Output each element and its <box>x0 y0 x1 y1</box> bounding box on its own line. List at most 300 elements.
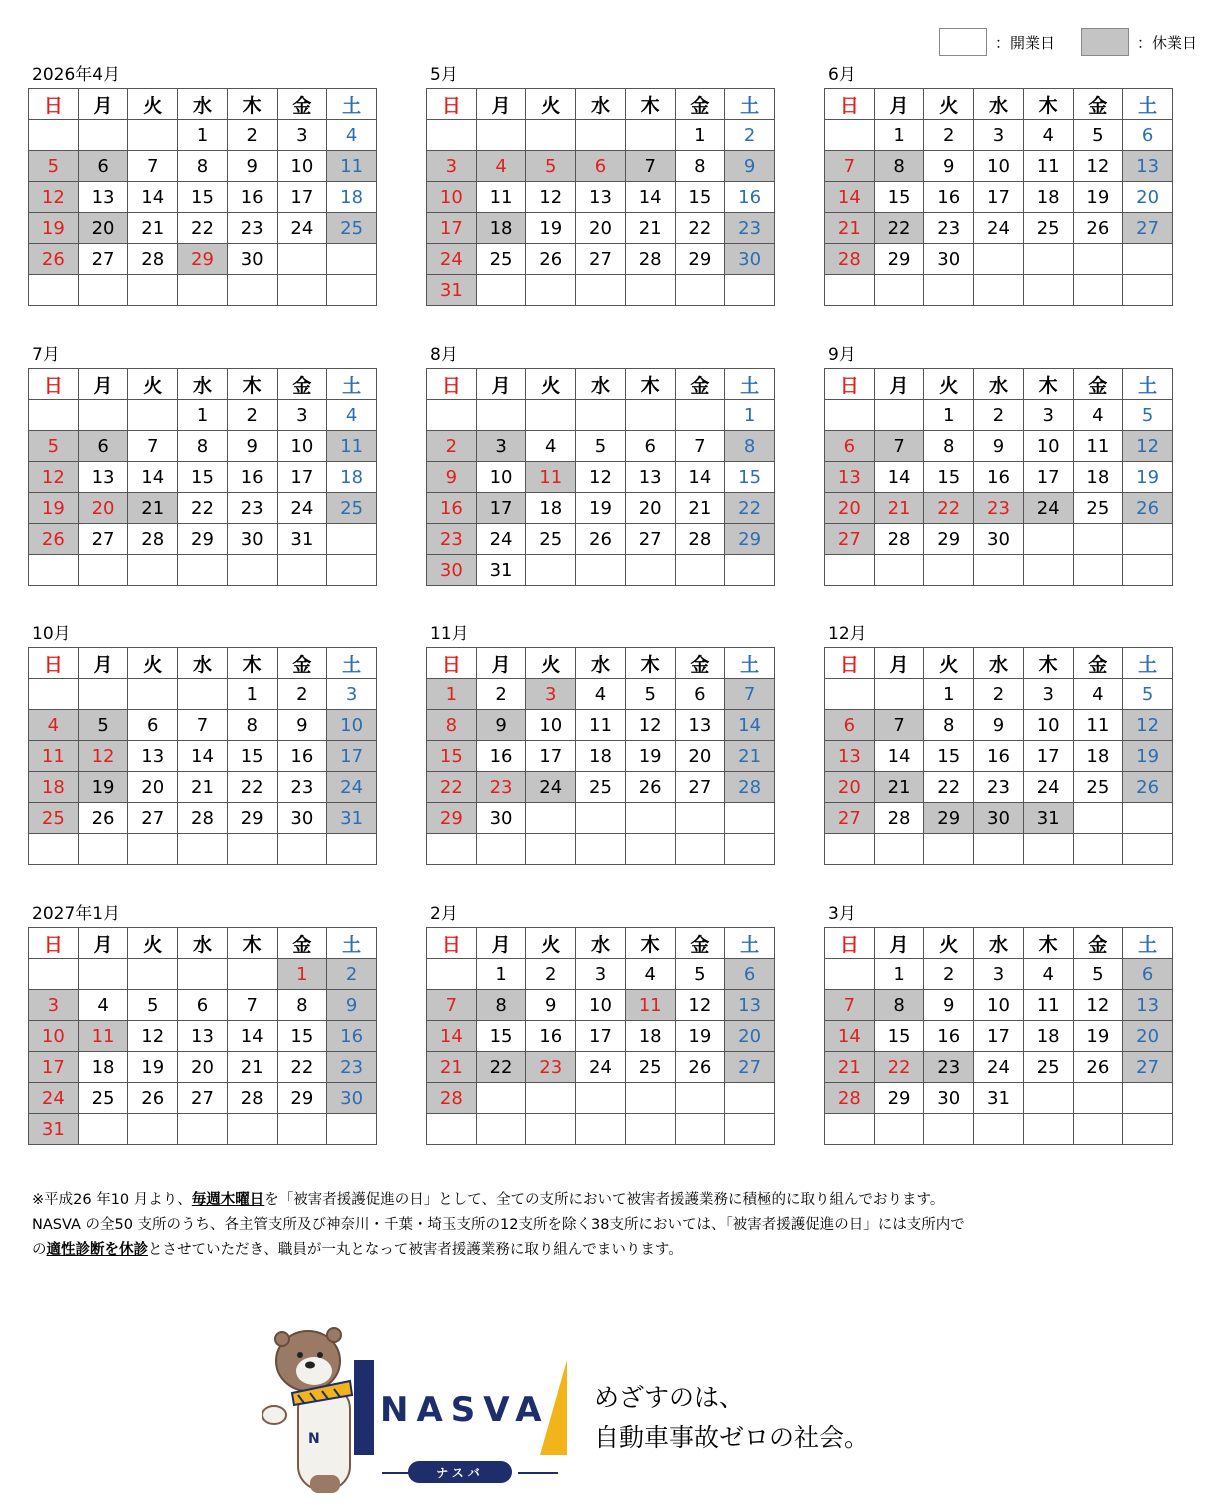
day-cell: 25 <box>1073 772 1123 803</box>
day-cell: 5 <box>78 710 128 741</box>
day-cell: 3 <box>476 431 526 462</box>
day-cell: 17 <box>576 1021 626 1052</box>
day-cell: 24 <box>277 213 327 244</box>
empty-cell <box>327 1114 377 1145</box>
month-calendar <box>824 342 1173 586</box>
empty-cell <box>576 1083 626 1114</box>
day-cell: 26 <box>625 772 675 803</box>
weekday-header: 木 <box>227 928 277 959</box>
empty-cell <box>1073 524 1123 555</box>
day-cell: 2 <box>725 120 775 151</box>
day-cell: 10 <box>974 151 1024 182</box>
day-cell: 13 <box>1123 990 1173 1021</box>
day-cell: 11 <box>625 990 675 1021</box>
weekday-header: 火 <box>924 369 974 400</box>
day-cell: 6 <box>78 431 128 462</box>
day-cell: 11 <box>576 710 626 741</box>
day-cell: 23 <box>427 524 477 555</box>
empty-cell <box>78 120 128 151</box>
day-cell: 29 <box>178 244 228 275</box>
day-cell: 9 <box>277 710 327 741</box>
day-cell: 7 <box>825 151 875 182</box>
day-cell: 5 <box>1073 959 1123 990</box>
day-cell: 14 <box>874 741 924 772</box>
day-cell: 10 <box>526 710 576 741</box>
day-cell: 24 <box>1023 772 1073 803</box>
day-cell: 7 <box>128 431 178 462</box>
empty-cell <box>675 1083 725 1114</box>
weekday-header: 木 <box>625 89 675 120</box>
day-cell: 15 <box>874 1021 924 1052</box>
day-cell: 15 <box>227 741 277 772</box>
empty-cell <box>327 834 377 865</box>
day-cell: 7 <box>625 151 675 182</box>
day-cell: 26 <box>128 1083 178 1114</box>
weekday-header: 木 <box>1023 648 1073 679</box>
day-cell: 12 <box>1123 431 1173 462</box>
day-cell: 30 <box>227 524 277 555</box>
month-table <box>824 368 1173 586</box>
empty-cell <box>1123 555 1173 586</box>
day-cell: 22 <box>874 213 924 244</box>
day-cell: 21 <box>625 213 675 244</box>
day-cell: 7 <box>825 990 875 1021</box>
weekday-header: 水 <box>576 648 626 679</box>
empty-cell <box>725 834 775 865</box>
weekday-header: 水 <box>974 369 1024 400</box>
empty-cell <box>675 400 725 431</box>
day-cell: 1 <box>675 120 725 151</box>
day-cell: 3 <box>974 959 1024 990</box>
month-title: 3月 <box>828 904 856 924</box>
day-cell: 23 <box>526 1052 576 1083</box>
empty-cell <box>78 959 128 990</box>
day-cell: 10 <box>1023 710 1073 741</box>
empty-cell <box>625 555 675 586</box>
weekday-header: 水 <box>576 89 626 120</box>
empty-cell <box>1073 803 1123 834</box>
day-cell: 3 <box>1023 679 1073 710</box>
day-cell: 14 <box>128 182 178 213</box>
day-cell: 8 <box>874 990 924 1021</box>
weekday-header: 日 <box>825 369 875 400</box>
empty-cell <box>78 1114 128 1145</box>
empty-cell <box>178 275 228 306</box>
empty-cell <box>227 1114 277 1145</box>
day-cell: 24 <box>576 1052 626 1083</box>
empty-cell <box>1073 555 1123 586</box>
day-cell: 22 <box>427 772 477 803</box>
empty-cell <box>974 275 1024 306</box>
day-cell: 23 <box>725 213 775 244</box>
day-cell: 24 <box>476 524 526 555</box>
weekday-header: 火 <box>128 928 178 959</box>
day-cell: 26 <box>29 524 79 555</box>
weekday-header: 金 <box>1073 89 1123 120</box>
day-cell: 27 <box>725 1052 775 1083</box>
day-cell: 19 <box>1123 741 1173 772</box>
day-cell: 11 <box>78 1021 128 1052</box>
day-cell: 14 <box>427 1021 477 1052</box>
empty-cell <box>825 959 875 990</box>
day-cell: 27 <box>625 524 675 555</box>
empty-cell <box>78 555 128 586</box>
day-cell: 16 <box>924 1021 974 1052</box>
empty-cell <box>675 834 725 865</box>
weekday-header: 日 <box>427 369 477 400</box>
day-cell: 1 <box>874 959 924 990</box>
empty-cell <box>675 803 725 834</box>
empty-cell <box>327 524 377 555</box>
empty-cell <box>327 275 377 306</box>
day-cell: 23 <box>924 1052 974 1083</box>
month-calendar <box>28 901 377 1145</box>
day-cell: 19 <box>1073 182 1123 213</box>
empty-cell <box>78 679 128 710</box>
slogan-line-1: めざすのは、 <box>594 1383 745 1412</box>
day-cell: 4 <box>1073 679 1123 710</box>
day-cell: 16 <box>526 1021 576 1052</box>
weekday-header: 日 <box>825 928 875 959</box>
emphasis-thursday: 毎週木曜日 <box>191 1192 265 1208</box>
day-cell: 7 <box>427 990 477 1021</box>
empty-cell <box>78 275 128 306</box>
open-day-label: ：開業日 <box>994 33 1055 52</box>
empty-cell <box>924 275 974 306</box>
day-cell: 22 <box>277 1052 327 1083</box>
empty-cell <box>1123 1114 1173 1145</box>
day-cell: 24 <box>526 772 576 803</box>
day-cell: 28 <box>725 772 775 803</box>
day-cell: 18 <box>327 182 377 213</box>
month-calendar <box>824 901 1173 1145</box>
day-cell: 10 <box>974 990 1024 1021</box>
day-cell: 7 <box>874 710 924 741</box>
empty-cell <box>874 834 924 865</box>
day-cell: 7 <box>178 710 228 741</box>
day-cell: 14 <box>227 1021 277 1052</box>
day-cell: 10 <box>277 151 327 182</box>
month-table <box>824 647 1173 865</box>
day-cell: 25 <box>1073 493 1123 524</box>
day-cell: 16 <box>974 741 1024 772</box>
day-cell: 6 <box>576 151 626 182</box>
day-cell: 21 <box>825 213 875 244</box>
day-cell: 11 <box>327 431 377 462</box>
empty-cell <box>327 555 377 586</box>
day-cell: 9 <box>227 151 277 182</box>
weekday-header: 木 <box>227 89 277 120</box>
day-cell: 6 <box>1123 120 1173 151</box>
weekday-header: 火 <box>128 648 178 679</box>
weekday-header: 土 <box>1123 928 1173 959</box>
day-cell: 5 <box>1123 679 1173 710</box>
month-table <box>824 88 1173 306</box>
day-cell: 1 <box>924 679 974 710</box>
empty-cell <box>825 834 875 865</box>
day-cell: 18 <box>29 772 79 803</box>
empty-cell <box>277 1114 327 1145</box>
day-cell: 18 <box>576 741 626 772</box>
empty-cell <box>874 555 924 586</box>
day-cell: 30 <box>725 244 775 275</box>
day-cell: 27 <box>178 1083 228 1114</box>
weekday-header: 日 <box>427 89 477 120</box>
day-cell: 5 <box>1123 400 1173 431</box>
empty-cell <box>625 400 675 431</box>
empty-cell <box>974 244 1024 275</box>
day-cell: 15 <box>924 462 974 493</box>
day-cell: 17 <box>29 1052 79 1083</box>
day-cell: 5 <box>29 151 79 182</box>
day-cell: 10 <box>427 182 477 213</box>
day-cell: 19 <box>625 741 675 772</box>
empty-cell <box>227 959 277 990</box>
empty-cell <box>974 834 1024 865</box>
day-cell: 16 <box>974 462 1024 493</box>
day-cell: 9 <box>974 431 1024 462</box>
empty-cell <box>625 834 675 865</box>
weekday-header: 火 <box>924 928 974 959</box>
empty-cell <box>825 555 875 586</box>
day-cell: 1 <box>725 400 775 431</box>
day-cell: 6 <box>78 151 128 182</box>
month-table <box>28 88 377 306</box>
empty-cell <box>1023 555 1073 586</box>
day-cell: 10 <box>476 462 526 493</box>
notice-text: ※平成26 年10 月より、毎週木曜日を「被害者援護促進の日」として、全ての支所において被害者援護業務に積極的に取り組んでおります。 NASVA の全50 支所のうち、各主管支所及び神奈川・千葉・埼玉支所の12支所を除く38支所においては、「被害者援護促進の日」には支所内で の適性診断を休診とさせていただき、職員が一丸となって被害者援護業務に取り組んでまいります。 <box>32 1192 965 1258</box>
day-cell: 18 <box>476 213 526 244</box>
day-cell: 8 <box>277 990 327 1021</box>
empty-cell <box>476 1083 526 1114</box>
empty-cell <box>576 555 626 586</box>
day-cell: 20 <box>825 772 875 803</box>
day-cell: 8 <box>178 151 228 182</box>
empty-cell <box>1123 803 1173 834</box>
weekday-header: 金 <box>675 648 725 679</box>
day-cell: 13 <box>825 462 875 493</box>
month-table <box>426 88 775 306</box>
day-cell: 4 <box>1023 959 1073 990</box>
empty-cell <box>576 120 626 151</box>
day-cell: 12 <box>78 741 128 772</box>
weekday-header: 木 <box>227 369 277 400</box>
weekday-header: 日 <box>427 648 477 679</box>
month-title: 9月 <box>828 345 856 365</box>
weekday-header: 木 <box>1023 928 1073 959</box>
day-cell: 23 <box>974 772 1024 803</box>
day-cell: 28 <box>874 524 924 555</box>
day-cell: 3 <box>974 120 1024 151</box>
empty-cell <box>1023 524 1073 555</box>
month-title: 2月 <box>430 904 458 924</box>
empty-cell <box>625 120 675 151</box>
day-cell: 29 <box>874 244 924 275</box>
day-cell: 25 <box>29 803 79 834</box>
logo-bar-icon <box>354 1360 374 1455</box>
weekday-header: 火 <box>128 89 178 120</box>
day-cell: 29 <box>427 803 477 834</box>
day-cell: 12 <box>625 710 675 741</box>
day-cell: 27 <box>825 524 875 555</box>
empty-cell <box>1123 1083 1173 1114</box>
day-cell: 9 <box>974 710 1024 741</box>
empty-cell <box>128 555 178 586</box>
day-cell: 4 <box>476 151 526 182</box>
day-cell: 2 <box>227 400 277 431</box>
day-cell: 13 <box>725 990 775 1021</box>
day-cell: 26 <box>1123 772 1173 803</box>
day-cell: 19 <box>1073 1021 1123 1052</box>
day-cell: 28 <box>227 1083 277 1114</box>
day-cell: 24 <box>29 1083 79 1114</box>
empty-cell <box>874 679 924 710</box>
day-cell: 20 <box>78 493 128 524</box>
day-cell: 9 <box>924 990 974 1021</box>
month-calendar <box>824 621 1173 865</box>
empty-cell <box>576 400 626 431</box>
day-cell: 17 <box>1023 741 1073 772</box>
day-cell: 15 <box>277 1021 327 1052</box>
empty-cell <box>427 959 477 990</box>
empty-cell <box>675 1114 725 1145</box>
empty-cell <box>29 400 79 431</box>
empty-cell <box>1073 275 1123 306</box>
day-cell: 8 <box>178 431 228 462</box>
day-cell: 7 <box>725 679 775 710</box>
day-cell: 3 <box>526 679 576 710</box>
day-cell: 21 <box>874 493 924 524</box>
day-cell: 25 <box>476 244 526 275</box>
weekday-header: 金 <box>675 928 725 959</box>
day-cell: 11 <box>526 462 576 493</box>
empty-cell <box>1073 244 1123 275</box>
day-cell: 10 <box>327 710 377 741</box>
day-cell: 19 <box>1123 462 1173 493</box>
day-cell: 31 <box>427 275 477 306</box>
day-cell: 4 <box>29 710 79 741</box>
day-cell: 27 <box>128 803 178 834</box>
day-cell: 5 <box>526 151 576 182</box>
day-cell: 29 <box>277 1083 327 1114</box>
weekday-header: 月 <box>874 928 924 959</box>
weekday-header: 水 <box>974 648 1024 679</box>
weekday-header: 土 <box>1123 89 1173 120</box>
day-cell: 14 <box>874 462 924 493</box>
empty-cell <box>427 834 477 865</box>
day-cell: 12 <box>1123 710 1173 741</box>
day-cell: 7 <box>874 431 924 462</box>
day-cell: 2 <box>227 120 277 151</box>
day-cell: 20 <box>1123 182 1173 213</box>
day-cell: 29 <box>725 524 775 555</box>
day-cell: 20 <box>1123 1021 1173 1052</box>
day-cell: 24 <box>974 1052 1024 1083</box>
empty-cell <box>725 803 775 834</box>
empty-cell <box>526 275 576 306</box>
empty-cell <box>1073 834 1123 865</box>
day-cell: 18 <box>1073 462 1123 493</box>
day-cell: 19 <box>526 213 576 244</box>
day-cell: 6 <box>178 990 228 1021</box>
day-cell: 15 <box>178 462 228 493</box>
day-cell: 30 <box>924 1083 974 1114</box>
logo-brand-text: NASVA <box>380 1390 550 1430</box>
day-cell: 16 <box>427 493 477 524</box>
day-cell: 24 <box>277 493 327 524</box>
empty-cell <box>178 834 228 865</box>
day-cell: 20 <box>625 493 675 524</box>
day-cell: 29 <box>924 803 974 834</box>
weekday-header: 月 <box>476 648 526 679</box>
day-cell: 25 <box>625 1052 675 1083</box>
day-cell: 18 <box>327 462 377 493</box>
day-cell: 12 <box>526 182 576 213</box>
empty-cell <box>476 400 526 431</box>
month-title: 7月 <box>32 345 60 365</box>
day-cell: 31 <box>327 803 377 834</box>
day-cell: 13 <box>178 1021 228 1052</box>
day-cell: 9 <box>526 990 576 1021</box>
weekday-header: 火 <box>924 89 974 120</box>
empty-cell <box>277 555 327 586</box>
day-cell: 22 <box>178 493 228 524</box>
month-table <box>28 927 377 1145</box>
day-cell: 2 <box>526 959 576 990</box>
day-cell: 19 <box>576 493 626 524</box>
empty-cell <box>825 1114 875 1145</box>
empty-cell <box>227 834 277 865</box>
month-calendar <box>824 62 1173 306</box>
day-cell: 20 <box>675 741 725 772</box>
weekday-header: 木 <box>625 369 675 400</box>
day-cell: 14 <box>128 462 178 493</box>
empty-cell <box>476 1114 526 1145</box>
empty-cell <box>178 679 228 710</box>
day-cell: 27 <box>78 244 128 275</box>
weekday-header: 金 <box>277 369 327 400</box>
legend <box>939 28 1197 56</box>
empty-cell <box>874 275 924 306</box>
month-table <box>824 927 1173 1145</box>
empty-cell <box>825 400 875 431</box>
month-table <box>28 368 377 586</box>
empty-cell <box>476 275 526 306</box>
weekday-header: 火 <box>526 648 576 679</box>
empty-cell <box>576 803 626 834</box>
empty-cell <box>1023 275 1073 306</box>
empty-cell <box>178 555 228 586</box>
day-cell: 14 <box>675 462 725 493</box>
day-cell: 11 <box>1023 151 1073 182</box>
day-cell: 17 <box>277 462 327 493</box>
weekday-header: 月 <box>78 369 128 400</box>
month-calendar <box>426 342 775 586</box>
weekday-header: 土 <box>725 648 775 679</box>
weekday-header: 水 <box>178 648 228 679</box>
empty-cell <box>128 679 178 710</box>
day-cell: 23 <box>924 213 974 244</box>
empty-cell <box>29 555 79 586</box>
day-cell: 3 <box>277 120 327 151</box>
day-cell: 10 <box>29 1021 79 1052</box>
day-cell: 26 <box>29 244 79 275</box>
empty-cell <box>1123 834 1173 865</box>
day-cell: 18 <box>78 1052 128 1083</box>
weekday-header: 金 <box>1073 648 1123 679</box>
day-cell: 21 <box>427 1052 477 1083</box>
weekday-header: 金 <box>277 648 327 679</box>
